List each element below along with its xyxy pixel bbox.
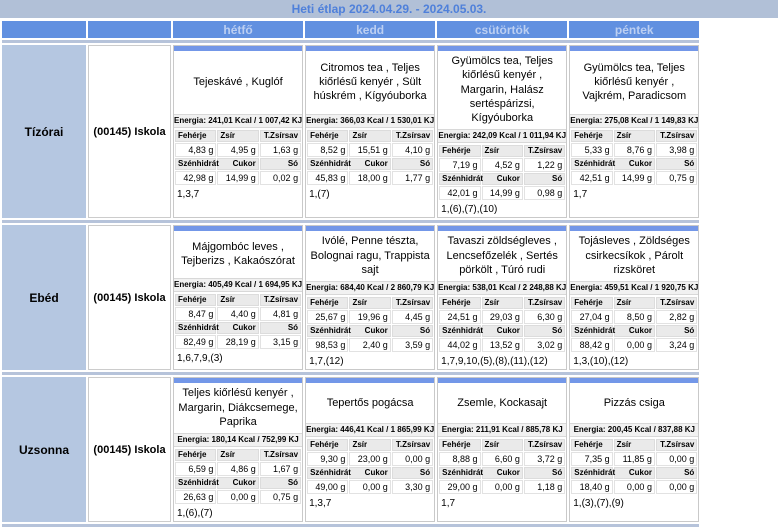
nutrient-header-row xyxy=(439,325,565,337)
menu-cell xyxy=(569,377,699,522)
sugar-label: Cukor xyxy=(349,467,390,479)
sugar-value: 0,00 g xyxy=(614,338,655,352)
nutrient-value-row xyxy=(307,338,433,352)
protein-value: 24,51 g xyxy=(439,310,480,324)
fat-value: 8,50 g xyxy=(614,310,655,324)
sugar-label: Cukor xyxy=(482,467,523,479)
nutrient-value-row xyxy=(307,480,433,494)
protein-value: 4,83 g xyxy=(175,143,216,157)
carb-value: 49,00 g xyxy=(307,480,348,494)
menu-description: Pizzás csiga xyxy=(603,396,665,409)
menu-cell xyxy=(569,225,699,370)
sugar-value: 14,99 g xyxy=(217,171,258,185)
fat-value: 8,76 g xyxy=(614,143,655,157)
menu-description: Tejeskávé , Kuglóf xyxy=(193,75,283,88)
transfat-label: T.Zsírsav xyxy=(524,145,565,157)
nutrient-header-row xyxy=(439,467,565,479)
sugar-value: 2,40 g xyxy=(349,338,390,352)
salt-label: Só xyxy=(260,322,301,334)
salt-label: Só xyxy=(260,158,301,170)
transfat-value: 6,30 g xyxy=(524,310,565,324)
energy-value: Energia: 275,08 Kcal / 1 149,83 KJ xyxy=(570,114,698,128)
fat-value: 6,60 g xyxy=(482,452,523,466)
nutrient-value-row xyxy=(175,490,301,504)
allergen-codes: 1,7,9,10,(5),(8),(11),(12) xyxy=(441,356,548,368)
carb-value: 18,40 g xyxy=(571,480,612,494)
transfat-label: T.Zsírsav xyxy=(392,439,433,451)
carb-value: 88,42 g xyxy=(571,338,612,352)
menu-cell xyxy=(173,225,303,370)
menu-cell xyxy=(569,45,699,218)
separator-band xyxy=(2,524,699,527)
nutrient-value-row xyxy=(307,452,433,466)
menu-table xyxy=(0,19,701,529)
fat-value: 4,52 g xyxy=(482,158,523,172)
carb-label: Szénhidrát xyxy=(175,158,216,170)
meal-type-label: Uzsonna xyxy=(2,377,86,522)
menu-description: Ivólé, Penne tészta, Bolognai ragu, Trappista sajt xyxy=(310,235,430,277)
fat-value: 15,51 g xyxy=(349,143,390,157)
fat-value: 29,03 g xyxy=(482,310,523,324)
transfat-value: 3,98 g xyxy=(656,143,697,157)
nutrient-value-row xyxy=(175,171,301,185)
row-separator xyxy=(2,524,699,527)
allergen-codes: 1,3,7 xyxy=(177,189,200,200)
nutrient-value-row xyxy=(571,338,697,352)
menu-description: Tepertős pogácsa xyxy=(326,396,414,409)
separator-band xyxy=(2,220,699,223)
protein-label: Fehérje xyxy=(307,130,348,142)
fat-label: Zsír xyxy=(482,439,523,451)
nutrient-value-row xyxy=(439,480,565,494)
nutrition-table xyxy=(570,296,698,353)
transfat-value: 0,00 g xyxy=(392,452,433,466)
carb-value: 26,63 g xyxy=(175,490,216,504)
menu-description: Teljes kiőrlésű kenyér , Margarin, Diákcsemege, Paprika xyxy=(178,387,298,428)
nutrient-value-row xyxy=(439,310,565,324)
sugar-label: Cukor xyxy=(349,325,390,337)
transfat-value: 1,67 g xyxy=(260,462,301,476)
sugar-value: 13,52 g xyxy=(482,338,523,352)
day-header-monday: hétfő xyxy=(173,21,303,38)
transfat-label: T.Zsírsav xyxy=(392,297,433,309)
sugar-value: 0,00 g xyxy=(349,480,390,494)
nutrient-header-row xyxy=(439,173,565,185)
menu-cell xyxy=(437,45,567,218)
carb-label: Szénhidrát xyxy=(307,467,348,479)
protein-label: Fehérje xyxy=(175,294,216,306)
protein-value: 8,88 g xyxy=(439,452,480,466)
menu-cell xyxy=(173,377,303,522)
nutrient-value-row xyxy=(571,171,697,185)
nutrient-value-row xyxy=(175,462,301,476)
carb-label: Szénhidrát xyxy=(571,325,612,337)
header-empty-institution-column xyxy=(88,21,171,38)
nutrient-value-row xyxy=(571,143,697,157)
energy-value: Energia: 180,14 Kcal / 752,99 KJ xyxy=(174,433,302,447)
carb-value: 45,83 g xyxy=(307,171,348,185)
protein-label: Fehérje xyxy=(175,130,216,142)
nutrient-value-row xyxy=(307,143,433,157)
protein-label: Fehérje xyxy=(307,297,348,309)
salt-label: Só xyxy=(656,325,697,337)
carb-label: Szénhidrát xyxy=(307,325,348,337)
nutrition-table xyxy=(438,296,566,353)
fat-label: Zsír xyxy=(349,130,390,142)
sugar-value: 18,00 g xyxy=(349,171,390,185)
row-separator xyxy=(2,220,699,223)
day-header-tuesday: kedd xyxy=(305,21,435,38)
protein-label: Fehérje xyxy=(439,145,480,157)
carb-value: 29,00 g xyxy=(439,480,480,494)
carb-value: 42,01 g xyxy=(439,186,480,200)
transfat-label: T.Zsírsav xyxy=(656,297,697,309)
energy-value: Energia: 366,03 Kcal / 1 530,01 KJ xyxy=(306,114,434,128)
sugar-value: 28,19 g xyxy=(217,335,258,349)
fat-label: Zsír xyxy=(482,297,523,309)
nutrient-value-row xyxy=(571,480,697,494)
institution-label: (00145) Iskola xyxy=(88,377,171,522)
protein-value: 25,67 g xyxy=(307,310,348,324)
nutrient-value-row xyxy=(439,186,565,200)
fat-value: 4,40 g xyxy=(217,307,258,321)
protein-label: Fehérje xyxy=(439,297,480,309)
transfat-label: T.Zsírsav xyxy=(392,130,433,142)
transfat-value: 0,00 g xyxy=(656,452,697,466)
salt-value: 3,24 g xyxy=(656,338,697,352)
nutrient-value-row xyxy=(307,171,433,185)
nutrient-header-row xyxy=(439,297,565,309)
fat-value: 4,86 g xyxy=(217,462,258,476)
carb-label: Szénhidrát xyxy=(439,325,480,337)
nutrient-header-row xyxy=(439,145,565,157)
nutrition-table xyxy=(174,293,302,350)
fat-label: Zsír xyxy=(614,439,655,451)
protein-value: 5,33 g xyxy=(571,143,612,157)
transfat-value: 4,45 g xyxy=(392,310,433,324)
day-header-row xyxy=(2,21,699,38)
carb-value: 98,53 g xyxy=(307,338,348,352)
nutrient-value-row xyxy=(571,452,697,466)
nutrition-table xyxy=(438,438,566,495)
nutrition-table xyxy=(174,448,302,505)
fat-label: Zsír xyxy=(217,294,258,306)
meal-type-label: Ebéd xyxy=(2,225,86,370)
sugar-label: Cukor xyxy=(349,158,390,170)
menu-description: Gyümölcs tea, Teljes kiőrlésű kenyér , Margarin, Halász sertéspárizsi, Kígyóuborka xyxy=(451,55,553,125)
nutrient-value-row xyxy=(439,158,565,172)
fat-label: Zsír xyxy=(349,439,390,451)
fat-value: 19,96 g xyxy=(349,310,390,324)
menu-cell xyxy=(305,225,435,370)
transfat-value: 1,63 g xyxy=(260,143,301,157)
protein-value: 9,30 g xyxy=(307,452,348,466)
allergen-codes: 1,(3),(7),(9) xyxy=(573,498,624,510)
separator-band xyxy=(2,40,699,43)
salt-label: Só xyxy=(656,467,697,479)
transfat-value: 1,22 g xyxy=(524,158,565,172)
nutrient-value-row xyxy=(571,310,697,324)
salt-value: 0,75 g xyxy=(260,490,301,504)
salt-value: 1,18 g xyxy=(524,480,565,494)
allergen-codes: 1,7 xyxy=(441,498,456,510)
sugar-value: 14,99 g xyxy=(482,186,523,200)
nutrition-table xyxy=(570,438,698,495)
transfat-value: 4,81 g xyxy=(260,307,301,321)
energy-value: Energia: 446,41 Kcal / 1 865,99 KJ xyxy=(306,423,434,437)
protein-value: 7,19 g xyxy=(439,158,480,172)
salt-label: Só xyxy=(392,158,433,170)
transfat-label: T.Zsírsav xyxy=(524,297,565,309)
page-title: Heti étlap 2024.04.29. - 2024.05.03. xyxy=(0,0,778,18)
salt-label: Só xyxy=(260,477,301,489)
energy-value: Energia: 242,09 Kcal / 1 011,94 KJ xyxy=(438,129,566,143)
energy-value: Energia: 211,91 Kcal / 885,78 KJ xyxy=(438,423,566,437)
sugar-value: 0,00 g xyxy=(217,490,258,504)
fat-label: Zsír xyxy=(217,449,258,461)
sugar-value: 14,99 g xyxy=(614,171,655,185)
nutrient-value-row xyxy=(175,307,301,321)
energy-value: Energia: 405,49 Kcal / 1 694,95 KJ xyxy=(174,278,302,292)
carb-value: 42,98 g xyxy=(175,171,216,185)
nutrient-header-row xyxy=(175,130,301,142)
allergen-codes: 1,(6),(7),(10) xyxy=(441,204,498,216)
menu-cell xyxy=(173,45,303,218)
menu-description: Gyümölcs tea, Teljes kiőrlésű kenyér , Vajkrém, Paradicsom xyxy=(582,61,687,103)
nutrient-header-row xyxy=(307,158,433,170)
nutrient-value-row xyxy=(175,143,301,157)
fat-label: Zsír xyxy=(614,130,655,142)
salt-value: 3,15 g xyxy=(260,335,301,349)
salt-value: 0,02 g xyxy=(260,171,301,185)
protein-label: Fehérje xyxy=(571,130,612,142)
sugar-label: Cukor xyxy=(482,325,523,337)
nutrient-header-row xyxy=(307,297,433,309)
energy-value: Energia: 459,51 Kcal / 1 920,75 KJ xyxy=(570,281,698,295)
transfat-value: 3,72 g xyxy=(524,452,565,466)
protein-label: Fehérje xyxy=(571,297,612,309)
nutrient-header-row xyxy=(439,439,565,451)
sugar-label: Cukor xyxy=(217,158,258,170)
nutrient-header-row xyxy=(307,130,433,142)
nutrient-header-row xyxy=(175,477,301,489)
sugar-label: Cukor xyxy=(482,173,523,185)
nutrient-value-row xyxy=(307,310,433,324)
protein-value: 27,04 g xyxy=(571,310,612,324)
protein-label: Fehérje xyxy=(571,439,612,451)
allergen-codes: 1,7 xyxy=(573,189,588,200)
protein-label: Fehérje xyxy=(439,439,480,451)
sugar-value: 0,00 g xyxy=(482,480,523,494)
energy-value: Energia: 684,40 Kcal / 2 860,79 KJ xyxy=(306,281,434,295)
sugar-value: 0,00 g xyxy=(614,480,655,494)
energy-value: Energia: 538,01 Kcal / 2 248,88 KJ xyxy=(438,281,566,295)
carb-label: Szénhidrát xyxy=(439,467,480,479)
fat-value: 4,95 g xyxy=(217,143,258,157)
menu-description: Tojásleves , Zöldséges csirkecsíkok , Párolt rizsköret xyxy=(578,235,690,277)
fat-value: 23,00 g xyxy=(349,452,390,466)
nutrition-table xyxy=(306,296,434,353)
nutrient-header-row xyxy=(307,325,433,337)
day-header-thursday: csütörtök xyxy=(437,21,567,38)
nutrition-table xyxy=(306,129,434,186)
menu-cell xyxy=(437,377,567,522)
allergen-codes: 1,(7) xyxy=(309,189,330,200)
carb-value: 82,49 g xyxy=(175,335,216,349)
meal-row xyxy=(2,45,699,218)
sugar-label: Cukor xyxy=(217,322,258,334)
nutrient-header-row xyxy=(571,325,697,337)
institution-label: (00145) Iskola xyxy=(88,225,171,370)
protein-value: 8,47 g xyxy=(175,307,216,321)
protein-label: Fehérje xyxy=(175,449,216,461)
salt-label: Só xyxy=(392,325,433,337)
energy-value: Energia: 241,01 Kcal / 1 007,42 KJ xyxy=(174,114,302,128)
nutrient-header-row xyxy=(571,467,697,479)
nutrient-header-row xyxy=(175,449,301,461)
protein-value: 7,35 g xyxy=(571,452,612,466)
sugar-label: Cukor xyxy=(614,325,655,337)
fat-label: Zsír xyxy=(614,297,655,309)
salt-value: 3,59 g xyxy=(392,338,433,352)
menu-cell xyxy=(305,377,435,522)
menu-description: Májgombóc leves , Tejberizs , Kakaószórat xyxy=(181,241,295,268)
carb-label: Szénhidrát xyxy=(307,158,348,170)
salt-value: 3,30 g xyxy=(392,480,433,494)
institution-label: (00145) Iskola xyxy=(88,45,171,218)
nutrient-header-row xyxy=(571,158,697,170)
protein-label: Fehérje xyxy=(307,439,348,451)
allergen-codes: 1,3,(10),(12) xyxy=(573,356,629,368)
menu-description: Tavaszi zöldségleves , Lencsefőzelék , Sertés pörkölt , Túró rudi xyxy=(446,235,558,277)
transfat-value: 4,10 g xyxy=(392,143,433,157)
sugar-label: Cukor xyxy=(217,477,258,489)
transfat-value: 2,82 g xyxy=(656,310,697,324)
transfat-label: T.Zsírsav xyxy=(260,294,301,306)
allergen-codes: 1,7,(12) xyxy=(309,356,344,368)
salt-value: 1,77 g xyxy=(392,171,433,185)
transfat-label: T.Zsírsav xyxy=(656,130,697,142)
energy-value: Energia: 200,45 Kcal / 837,88 KJ xyxy=(570,423,698,437)
nutrient-header-row xyxy=(175,158,301,170)
salt-value: 0,75 g xyxy=(656,171,697,185)
allergen-codes: 1,3,7 xyxy=(309,498,332,510)
protein-value: 6,59 g xyxy=(175,462,216,476)
meal-type-label: Tízórai xyxy=(2,45,86,218)
carb-value: 44,02 g xyxy=(439,338,480,352)
sugar-label: Cukor xyxy=(614,467,655,479)
carb-label: Szénhidrát xyxy=(175,477,216,489)
carb-label: Szénhidrát xyxy=(439,173,480,185)
transfat-label: T.Zsírsav xyxy=(656,439,697,451)
transfat-label: T.Zsírsav xyxy=(524,439,565,451)
nutrient-value-row xyxy=(439,452,565,466)
nutrient-header-row xyxy=(571,130,697,142)
protein-value: 8,52 g xyxy=(307,143,348,157)
menu-description: Citromos tea , Teljes kiőrlésű kenyér , Sült húskrém , Kígyóuborka xyxy=(313,61,427,103)
allergen-codes: 1,(6),(7) xyxy=(177,508,213,520)
nutrition-table xyxy=(438,144,566,201)
row-separator xyxy=(2,372,699,375)
fat-label: Zsír xyxy=(482,145,523,157)
fat-value: 11,85 g xyxy=(614,452,655,466)
menu-cell xyxy=(437,225,567,370)
allergen-codes: 1,6,7,9,(3) xyxy=(177,353,223,365)
salt-label: Só xyxy=(524,173,565,185)
carb-label: Szénhidrát xyxy=(571,467,612,479)
salt-label: Só xyxy=(524,467,565,479)
salt-value: 0,00 g xyxy=(656,480,697,494)
nutrient-value-row xyxy=(175,335,301,349)
nutrient-header-row xyxy=(571,297,697,309)
nutrient-header-row xyxy=(175,294,301,306)
carb-label: Szénhidrát xyxy=(571,158,612,170)
header-empty-meal-column xyxy=(2,21,86,38)
salt-label: Só xyxy=(656,158,697,170)
carb-value: 42,51 g xyxy=(571,171,612,185)
day-header-friday: péntek xyxy=(569,21,699,38)
meal-row xyxy=(2,377,699,522)
menu-cell xyxy=(305,45,435,218)
meal-row xyxy=(2,225,699,370)
sugar-label: Cukor xyxy=(614,158,655,170)
row-separator xyxy=(2,40,699,43)
nutrient-value-row xyxy=(439,338,565,352)
nutrition-table xyxy=(306,438,434,495)
transfat-label: T.Zsírsav xyxy=(260,130,301,142)
fat-label: Zsír xyxy=(217,130,258,142)
nutrient-header-row xyxy=(307,467,433,479)
separator-band xyxy=(2,372,699,375)
nutrition-table xyxy=(174,129,302,186)
salt-value: 3,02 g xyxy=(524,338,565,352)
salt-label: Só xyxy=(392,467,433,479)
nutrient-header-row xyxy=(571,439,697,451)
transfat-label: T.Zsírsav xyxy=(260,449,301,461)
nutrient-header-row xyxy=(307,439,433,451)
menu-description: Zsemle, Kockasajt xyxy=(457,396,548,409)
fat-label: Zsír xyxy=(349,297,390,309)
nutrition-table xyxy=(570,129,698,186)
salt-value: 0,98 g xyxy=(524,186,565,200)
salt-label: Só xyxy=(524,325,565,337)
carb-label: Szénhidrát xyxy=(175,322,216,334)
nutrient-header-row xyxy=(175,322,301,334)
